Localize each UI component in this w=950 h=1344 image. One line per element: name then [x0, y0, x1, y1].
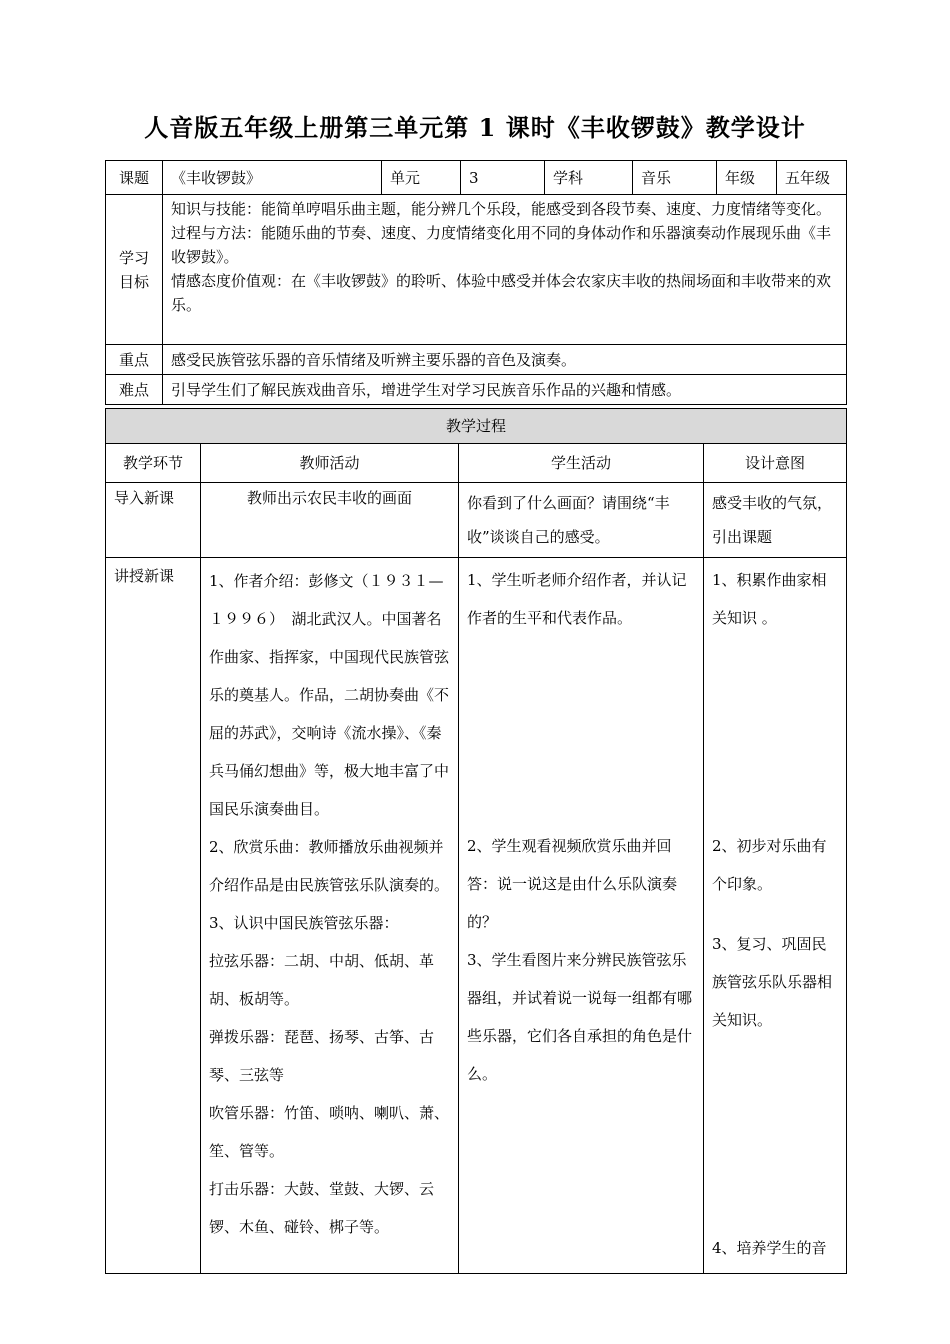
student-step-3: 3、学生看图片来分辨民族管弦乐器组，并试着说一说每一组都有哪些乐器，它们各自承担的角色是什么。 — [467, 951, 693, 1083]
document-title: 人音版五年级上册第三单元第 1 课时《丰收锣鼓》教学设计 — [144, 113, 806, 142]
goal-knowledge: 知识与技能：能简单哼唱乐曲主题，能分辨几个乐段，能感受到各段节奏、速度、力度情绪等变化。 — [171, 200, 832, 218]
col-header-stage: 教学环节 — [106, 444, 201, 483]
instrument-strings: 拉弦乐器：二胡、中胡、低胡、革胡、板胡等。 — [209, 952, 435, 1008]
difficulty-text: 引导学生们了解民族戏曲音乐，增进学生对学习民族音乐作品的兴趣和情感。 — [163, 375, 847, 405]
col-header-intent: 设计意图 — [704, 444, 847, 483]
instrument-plucked: 弹拨乐器：琵琶、扬琴、古筝、古琴、三弦等 — [209, 1028, 435, 1084]
goal-process: 过程与方法：能随乐曲的节奏、速度、力度情绪变化用不同的身体动作和乐器演奏动作展现乐曲《丰收锣鼓》。 — [171, 224, 832, 266]
unit-value: 3 — [461, 161, 545, 195]
teacher-step-1: 1、作者介绍：彭修文（１９３１—１９９６） 湖北武汉人。中国著名作曲家、指挥家，中国现代民族管弦乐的奠基人。作品，二胡协奏曲《不屈的苏武》，交响诗《流水操》、《秦兵马俑幻想曲》等，极大地丰富了中国民乐演奏曲目。 — [209, 572, 450, 818]
grade-label: 年级 — [717, 161, 777, 195]
student-step-1: 1、学生听老师介绍作者，并认记作者的生平和代表作品。 — [467, 571, 687, 627]
intent-step-1: 1、积累作曲家相关知识 。 — [712, 571, 827, 627]
main-teacher — [201, 558, 459, 1274]
goal-emotion: 情感态度价值观：在《丰收锣鼓》的聆听、体验中感受并体会农家庆丰收的热闹场面和丰收带来的欢乐。 — [171, 272, 832, 314]
teacher-step-3: 3、认识中国民族管弦乐器： — [209, 914, 399, 932]
goals-content — [163, 195, 847, 345]
key-point-label: 重点 — [106, 345, 163, 375]
main-row — [106, 558, 847, 1274]
teaching-process-table — [105, 408, 847, 1274]
goals-label: 学习目标 — [106, 195, 163, 345]
main-intent — [704, 558, 847, 1274]
process-header: 教学过程 — [106, 409, 847, 444]
unit-label: 单元 — [382, 161, 461, 195]
intent-step-4: 4、培养学生的音 — [712, 1239, 827, 1257]
subject-value: 音乐 — [633, 161, 717, 195]
col-header-teacher: 教师活动 — [201, 444, 459, 483]
col-header-student: 学生活动 — [459, 444, 704, 483]
subject-label: 学科 — [545, 161, 633, 195]
main-student — [459, 558, 704, 1274]
intro-student: 你看到了什么画面？请围绕“丰收”谈谈自己的感受。 — [459, 483, 704, 558]
main-stage: 讲授新课 — [106, 558, 201, 1274]
instrument-wind: 吹管乐器：竹笛、唢呐、喇叭、萧、笙、管等。 — [209, 1104, 450, 1160]
intro-teacher: 教师出示农民丰收的画面 — [201, 483, 459, 558]
topic-value: 《丰收锣鼓》 — [163, 161, 382, 195]
intro-stage: 导入新课 — [106, 483, 201, 558]
teacher-step-2: 2、欣赏乐曲：教师播放乐曲视频并介绍作品是由民族管弦乐队演奏的。 — [209, 838, 450, 894]
key-point-text: 感受民族管弦乐器的音乐情绪及听辨主要乐器的音色及演奏。 — [163, 345, 847, 375]
intent-step-3: 3、复习、巩固民族管弦乐队乐器相关知识。 — [712, 935, 833, 1029]
intent-step-2: 2、初步对乐曲有个印象。 — [712, 837, 827, 893]
instrument-percussion: 打击乐器：大鼓、堂鼓、大锣、云锣、木鱼、碰铃、梆子等。 — [209, 1180, 435, 1236]
intro-row — [106, 483, 847, 558]
grade-value: 五年级 — [777, 161, 847, 195]
topic-label: 课题 — [106, 161, 163, 195]
intro-intent: 感受丰收的气氛，引出课题 — [704, 483, 847, 558]
student-step-2: 2、学生观看视频欣赏乐曲并回答：说一说这是由什么乐队演奏的？ — [467, 837, 678, 931]
lesson-info-table — [105, 160, 847, 405]
difficulty-label: 难点 — [106, 375, 163, 405]
